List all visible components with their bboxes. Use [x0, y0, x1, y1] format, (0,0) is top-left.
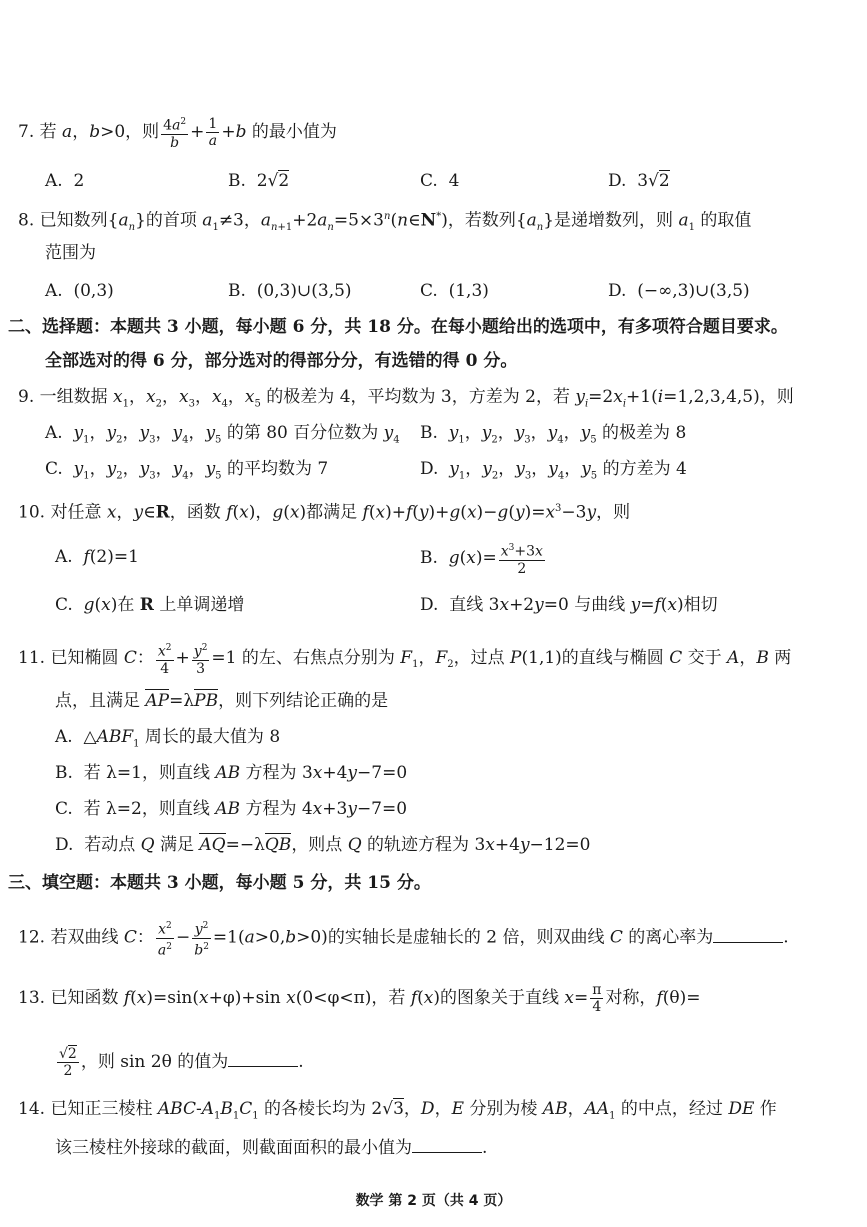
q7-option-b: B. 2√2	[228, 171, 290, 191]
section2-heading-line2: 全部选对的得 6 分，部分选对的得部分分，有选错的得 0 分。	[45, 351, 518, 371]
q8-option-a: A. (0,3)	[45, 281, 114, 301]
q11-option-b: B. 若 λ=1，则直线 AB 方程为 3x+4y−7=0	[55, 763, 408, 783]
q10-option-d: D. 直线 3x+2y=0 与曲线 y=f(x)相切	[420, 595, 718, 615]
q9-option-a: A. $y_1$，$y_2$，$y_3$，$y_4$，$y_5$ 的第 80 百分位数为 $y_4$	[45, 423, 400, 446]
q8-option-b: B. (0,3)∪(3,5)	[228, 281, 352, 301]
q7-number: 7.	[18, 121, 35, 142]
q9-option-c: C. $y_1$，$y_2$，$y_3$，$y_4$，$y_5$ 的平均数为 7	[45, 459, 329, 482]
page-footer: 数学 第 2 页（共 4 页）	[355, 1193, 512, 1209]
q8-option-c: C. (1,3)	[420, 281, 489, 301]
q9-option-b: B. $y_1$，$y_2$，$y_3$，$y_4$，$y_5$ 的极差为 8	[420, 423, 687, 446]
q13-stem-line2: $\frac{√2}{2}$ ，则 sin 2θ 的值为 .	[59, 1046, 304, 1079]
q14-stem-line2: 该三棱柱外接球的截面，则截面面积的最小值为 .	[55, 1134, 487, 1159]
q13-stem-line1: 13. 已知函数 f(x)=sin(x+φ)+sin x(0<φ<π)，若 f(x)的图象关于直线 x= $\frac{\pi}{4}$ 对称，f(θ)=	[18, 982, 701, 1015]
q7-option-c: C. 4	[420, 171, 460, 191]
q7-option-a: A. 2	[45, 171, 85, 191]
q10-option-c: C. g(x)在 R 上单调递增	[55, 595, 245, 615]
q11-option-d: D. 若动点 Q 满足 AQ=−λQB，则点 Q 的轨迹方程为 3x+4y−12=0	[55, 835, 591, 855]
q7-stem: 7. 若 a，b>0，则 $\frac{4a^2}{b}$ + $\frac{1}{a}$ +b 的最小值为	[18, 115, 337, 151]
q9-option-d: D. $y_1$，$y_2$，$y_3$，$y_4$，$y_5$ 的方差为 4	[420, 459, 687, 482]
section2-heading-line1: 二、选择题：本题共 3 小题，每小题 6 分，共 18 分。在每小题给出的选项中，有多项符合题目要求。	[8, 317, 788, 337]
q14-answer-blank[interactable]	[412, 1134, 482, 1153]
section3-heading: 三、填空题：本题共 3 小题，每小题 5 分，共 15 分。	[8, 873, 431, 893]
q12-answer-blank[interactable]	[713, 924, 783, 943]
q11-stem-line1: 11. 已知椭圆 C： $\frac{x^2}{4}$ + $\frac{y^2}{3}$ =1 的左、右焦点分别为 $F_1$，$F_2$，过点 P(1,1)的直线与椭圆 C 交于 A，B 两	[18, 640, 791, 677]
q14-stem-line1: 14. 已知正三棱柱 ABC-$A_1B_1C_1$ 的各棱长均为 2√3，D，E 分别为棱 AB，$AA_1$ 的中点，经过 DE 作	[18, 1099, 777, 1122]
q8-option-d: D. (−∞,3)∪(3,5)	[608, 281, 750, 301]
q10-option-a: A. f(2)=1	[55, 547, 139, 567]
q8-stem-line2: 范围为	[45, 243, 96, 263]
q10-stem: 10. 对任意 x，y∈R，函数 f(x)，g(x)都满足 $f(x)+f(y)+g(x)-g(y)=x^3-3y$，则	[18, 502, 631, 523]
q9-stem: 9. 一组数据 $x_1$，$x_2$，$x_3$，$x_4$，$x_5$ 的极差为 4，平均数为 3，方差为 2，若 $y_i=2x_i+1(i=1,2,3,4,5)$，则	[18, 387, 794, 410]
q11-stem-line2: 点，且满足 AP=λPB，则下列结论正确的是	[55, 691, 389, 711]
q11-option-c: C. 若 λ=2，则直线 AB 方程为 4x+3y−7=0	[55, 799, 408, 819]
q12-stem: 12. 若双曲线 C： $\frac{x^2}{a^2}$ − $\frac{y^2}{b^2}$ =1(a>0,b>0)的实轴长是虚轴长的 2 倍，则双曲线 C 的离心率为 .	[18, 918, 789, 958]
q11-option-a: A. $\triangle ABF_1$ 周长的最大值为 8	[55, 727, 281, 750]
q13-answer-blank[interactable]	[228, 1048, 298, 1067]
q10-option-b: B. g(x)= $\frac{x^3+3x}{2}$	[420, 540, 547, 577]
q7-option-d: D. 3√2	[608, 171, 670, 191]
q8-stem-line1: 8. 已知数列$\{a_n\}$的首项 $a_1\ne 3$，$a_{n+1}+2a_n=5\times 3^n(n\in N^*)$，若数列$\{a_n\}$是递增数列，则 $a_1$ 的取值	[18, 210, 752, 234]
